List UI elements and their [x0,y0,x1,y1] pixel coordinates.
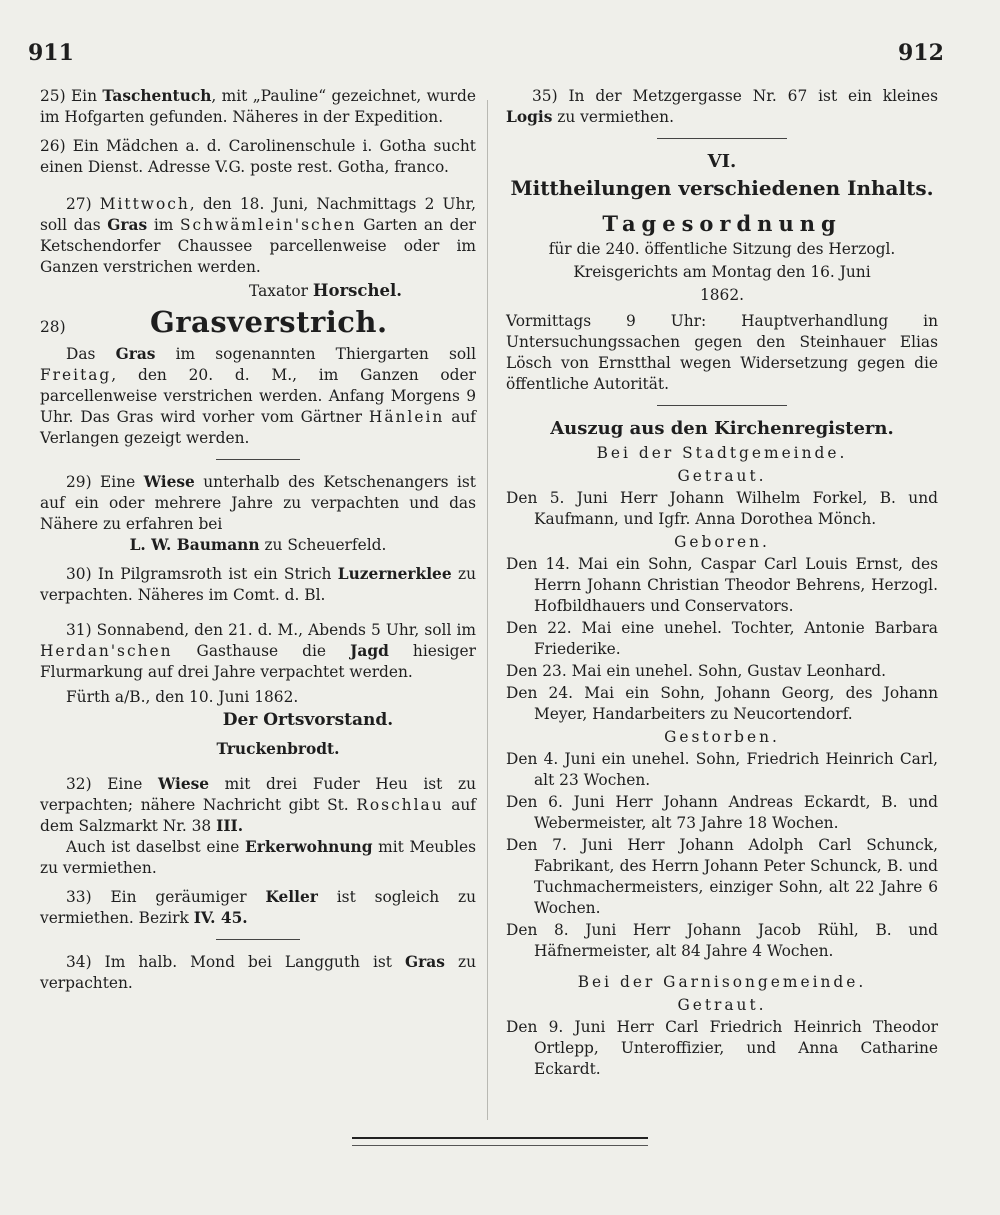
right-column [506,86,938,1081]
geboren-heading: Geboren. [674,533,770,551]
getraut-heading: Getraut. [677,996,767,1014]
signature: L. W. Baumann zu Scheuerfeld. [129,536,387,554]
ad-35: 35) In der Metzgergasse Nr. 67 ist ein kleines Logis zu vermiethen. [506,87,938,126]
ad-29: 29) Eine Wiese unterhalb des Ketschenangers ist auf ein oder mehrere Jahre zu verpachten und das Nähere zu erfahren bei L. W. Baumann zu Scheuerfeld. [40,473,476,554]
place-date: Fürth a/B., den 10. Juni 1862. [66,688,299,706]
register-entry: Den 6. Juni Herr Johann Andreas Eckardt, B. und Webermeister, alt 73 Jahre 18 Wochen. [506,793,938,832]
register-entry: Den 4. Juni ein unehel. Sohn, Friedrich Heinrich Carl, alt 23 Wochen. [506,750,938,789]
register-entry: Den 8. Juni Herr Johann Jacob Rühl, B. und Häfnermeister, alt 84 Jahre 4 Wochen. [506,921,938,960]
column-divider [487,100,488,1120]
register-entry: Den 5. Juni Herr Johann Wilhelm Forkel, B. und Kaufmann, und Igfr. Anna Dorothea Mönch. [506,489,938,528]
getraut-heading: Getraut. [677,467,767,485]
ad-34: 34) Im halb. Mond bei Langguth ist Gras zu verpachten. [40,953,476,992]
ad-32: 32) Eine Wiese mit drei Fuder Heu ist zu verpachten; nähere Nachricht gibt St. Roschlau auf dem Salzmarkt Nr. 38 III. Auch ist daselbst eine Erkerwohnung mit Meubles zu vermiethen. [40,775,477,877]
authority: Der Ortsvorstand. [222,710,394,730]
kirchenregister [506,418,938,1080]
page-number-right: 912 [898,40,944,66]
register-entry: Den 22. Mai eine unehel. Tochter, Antonie Barbara Friederike. [506,619,938,658]
tagesordnung: Tagesordnung für die 240. öffentliche Sitzung des Herzogl. Kreisgerichts am Montag den 16. Juni 1862. Vormittags 9 Uhr: Hauptverhandlung in Untersuchungssachen gegen den Steinhauer Elias Lösch von Ernstthal wegen Widersetzung gegen die öffentliche Autorität. [506,213,938,406]
tagesordnung-text: Vormittags 9 Uhr: Hauptverhandlung in Untersuchungssachen gegen den Steinhauer Elias Lösch von Ernstthal wegen Widersetzung gegen die öffentliche Autorität. [506,312,938,393]
ad-25: 25) Ein Taschentuch, mit „Pauline“ gezeichnet, wurde im Hofgarten gefunden. Näheres in der Expedition. [40,87,476,126]
kirchenregister-title: Auszug aus den Kirchenregistern. [550,418,894,439]
section-number: VI. [707,151,737,172]
ad-28-heading: 28) Grasverstrich. [40,305,388,339]
register-entry: Den 23. Mai ein unehel. Sohn, Gustav Leonhard. [506,662,887,680]
ad-26: 26) Ein Mädchen a. d. Carolinenschule i. Gotha sucht einen Dienst. Adresse V.G. poste rest. Gotha, franco. [40,137,476,176]
left-column [40,86,476,1002]
ad-27: 27) Mittwoch, den 18. Juni, Nachmittags 2 Uhr, soll das Gras im Schwämlein'schen Garten an der Ketschendorfer Chaussee parcellenweise oder im Ganzen verstrichen werden. Taxator Horschel. [40,195,476,300]
stadtgemeinde-heading: Bei der Stadtgemeinde. [596,444,848,462]
register-entry: Den 9. Juni Herr Carl Friedrich Heinrich Theodor Ortlepp, Unteroffizier, und Anna Catharine Eckardt. [506,1018,938,1078]
page-end-rule [352,1137,648,1146]
register-entry: Den 14. Mai ein Sohn, Caspar Carl Louis Ernst, des Herrn Johann Christian Theodor Behrens, Herzogl. Hofbildhauers und Conservators. [506,555,938,615]
section-title: Mittheilungen verschiedenen Inhalts. [510,176,934,200]
ad-33: 33) Ein geräumiger Keller ist sogleich zu vermiethen. Bezirk IV. 45. [40,888,476,927]
separator-rule [216,939,300,940]
gestorben-heading: Gestorben. [664,728,780,746]
separator-rule [216,459,300,460]
register-entry: Den 7. Juni Herr Johann Adolph Carl Schunck, Fabrikant, des Herrn Johann Peter Schunck, B. und Tuchmachermeisters, einziger Sohn, alt 22 Jahre 6 Wochen. [506,836,938,917]
ad-31: 31) Sonnabend, den 21. d. M., Abends 5 Uhr, soll im Herdan'schen Gasthause die Jagd hiesiger Flurmarkung auf drei Jahre verpachtet werden. Fürth a/B., den 10. Juni 1862. Der Ortsvorstand. Truckenbrodt. [40,621,476,758]
garnisongemeinde-heading: Bei der Garnisongemeinde. [577,973,867,991]
signature: Truckenbrodt. [216,740,340,758]
separator-rule [657,138,787,139]
signature: Taxator Horschel. [249,281,402,300]
tagesordnung-title: Tagesordnung [602,211,842,236]
page-number-left: 911 [28,40,74,66]
separator-rule [657,405,787,406]
register-entry: Den 24. Mai ein Sohn, Johann Georg, des Johann Meyer, Handarbeiters zu Neucortendorf. [506,684,938,723]
ad-28: 28) Grasverstrich. Das Gras im sogenannten Thiergarten soll Freitag, den 20. d. M., im Ganzen oder parcellenweise verstrichen werden. Anfang Morgens 9 Uhr. Das Gras wird vorher vom Gärtner Hänlein auf Verlangen gezeigt werden. [40,312,476,460]
ad-30: 30) In Pilgramsroth ist ein Strich Luzernerklee zu verpachten. Näheres im Comt. d. Bl. [40,565,476,604]
